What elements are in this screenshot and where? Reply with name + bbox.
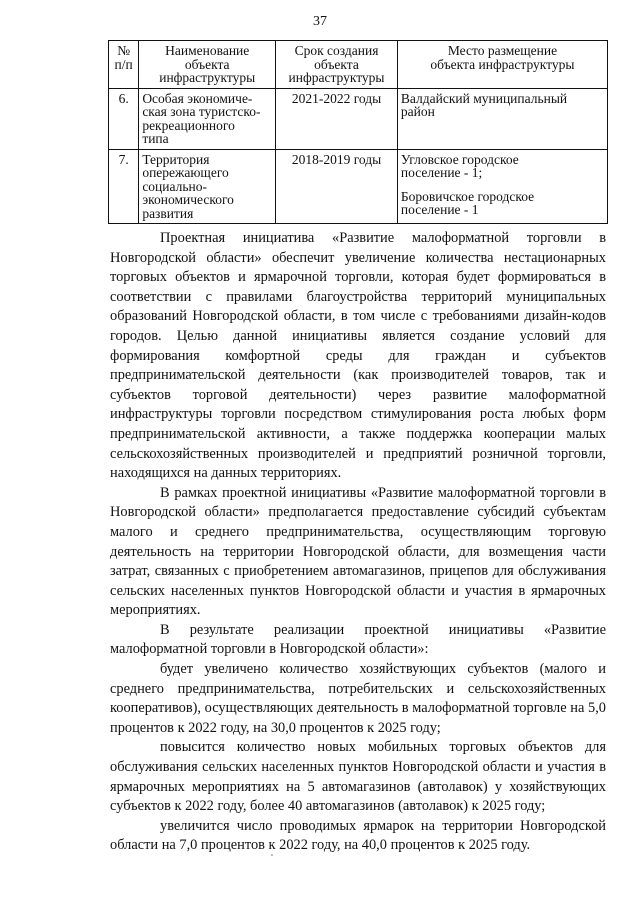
row-term: 2021-2022 годы: [276, 88, 398, 149]
paragraph: повысится количество новых мобильных торговых объектов для обслуживания сельских населенных пунктов Новгородской области и участия в ярмарочных мероприятиях на 5 автомагазинов (автолавок) у хозяйствующих субъектов к 2022 году, более 40 автомагазинов (автолавок) к 2025 году;: [110, 739, 606, 815]
row-place: Угловское городское поселение - 1; Боровичское городское поселение - 1: [397, 149, 607, 224]
paragraph: Проектная инициатива «Развитие малоформатной торговли в Новгородской области» обеспечит увеличение количества нестационарных торговых объектов и ярмарочной торговли, которая будет формироваться в соответствии с правилами благоустройства территорий муниципальных образований Новгородской области, в том числе с требованиями дизайн-кодов городов. Целью данной инициативы является создание условий для формирования комфортной среды для граждан и субъектов предпринимательской деятельности (как производителей товаров, так и субъектов торговой деятельности) через развитие малоформатной инфраструктуры торговли посредством стимулирования роста любых форм предпринимательской активности, а также поддержка кооперации малых сельскохозяйственных производителей и предприятий розничной торговли, находящихся на данных территориях.: [110, 230, 606, 482]
infrastructure-table: [108, 40, 608, 224]
paragraph: В рамках проектной инициативы «Развитие малоформатной торговли в Новгородской области» предполагается предоставление субсидий субъектам малого и среднего предпринимательства, осуществляющим торговую деятельность на территории Новгородской области, для возмещения части затрат, связанных с приобретением автомагазинов, прицепов для обслуживания сельских населенных пунктов Новгородской области и участия в ярмарочных мероприятиях.: [110, 484, 606, 619]
row-num: 6.: [109, 88, 139, 149]
row-name: Особая экономиче- ская зона туристско- рекреационного типа: [139, 88, 276, 149]
header-num: № п/п: [109, 41, 139, 89]
row-place: Валдайский муниципальный район: [397, 88, 607, 149]
row-num: 7.: [109, 149, 139, 224]
body-text: [110, 229, 606, 856]
paragraph: будет увеличено количество хозяйствующих субъектов (малого и среднего предпринимательства, потребительских и сельскохозяйственных кооперативов), осуществляющих деятельность в малоформатной торговле на 5,0 процентов к 2022 году, на 30,0 процентов к 2025 году;: [110, 661, 606, 736]
row-name: Территория опережающего социально- экономического развития: [139, 149, 276, 224]
header-term: Срок создания объекта инфраструктуры: [276, 41, 398, 89]
header-name: Наименование объекта инфраструктуры: [139, 41, 276, 89]
paragraph: В результате реализации проектной инициативы «Развитие малоформатной торговли в Новгородской области»:: [110, 621, 606, 658]
paragraph: увеличится число проводимых ярмарок на территории Новгородской области на 7,0 процентов к 2022 году, на 40,0 процентов к 2025 году.: [110, 817, 606, 854]
header-place: Место размещение объекта инфраструктуры: [397, 41, 607, 89]
scan-mark: [271, 854, 273, 856]
table-row: [109, 149, 608, 224]
row-term: 2018-2019 годы: [276, 149, 398, 224]
table-row: [109, 88, 608, 149]
page-number: 37: [313, 14, 327, 29]
table-header-row: [109, 41, 608, 89]
